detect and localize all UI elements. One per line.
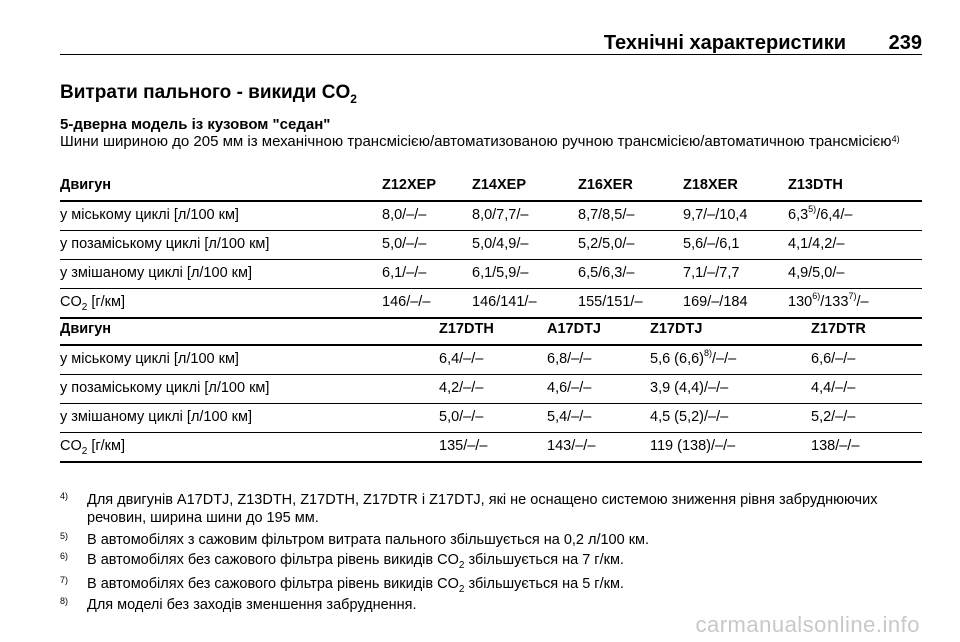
table-cell: [811, 438, 859, 454]
column-header-model: A17DTJ: [547, 321, 601, 337]
cell-value: 7,1/–/7,7: [683, 265, 740, 281]
row-label: [60, 409, 252, 425]
column-header-model: Z12XEP: [382, 177, 436, 193]
table-row: [60, 202, 922, 231]
cell-value: 5,0/–/–: [382, 236, 427, 252]
column-header-engine: Двигун: [60, 321, 112, 337]
footnote-body: Для моделі без заходів зменшення забруднення.: [87, 597, 417, 613]
row-label-text: у позаміському циклі [л/100 км]: [60, 236, 270, 252]
column-header-model: Z16XER: [578, 177, 633, 193]
cell-value: 4,1/4,2/–: [788, 236, 845, 252]
page-number: 239: [888, 32, 922, 54]
column-header-model: Z17DTJ: [650, 321, 703, 337]
table-cell: [472, 236, 528, 252]
intro-body: Шини шириною до 205 мм із механічною трансмісією/автоматизованою ручною трансмісією/автоматичною трансмісією: [60, 133, 892, 150]
footnote-body: В автомобілях без сажового фільтра рівень викидів CO: [87, 552, 459, 568]
row-label-text: у позаміському циклі [л/100 км]: [60, 380, 270, 396]
table-cell: [811, 351, 855, 367]
footnote: [60, 531, 920, 549]
row-label-text: у міському циклі [л/100 км]: [60, 207, 239, 223]
table-cell: [439, 409, 483, 425]
section-title: Технічні характеристики: [603, 32, 846, 54]
cell-value: 135/–/–: [439, 438, 488, 454]
cell-value: 3,9 (4,4)/–/–: [650, 380, 729, 396]
table-row: [60, 260, 922, 289]
cell-value: 8,7/8,5/–: [578, 207, 635, 223]
table-cell: [472, 207, 528, 223]
intro-text: [60, 133, 920, 151]
footnote-body: В автомобілях без сажового фільтра рівень викидів CO: [87, 576, 459, 592]
table-cell: [578, 207, 634, 223]
cell-value: 119 (138)/–/–: [650, 438, 736, 454]
cell-value: 5,4/–/–: [547, 409, 592, 425]
intro-note-ref: 4): [891, 134, 900, 144]
table-header-row: [60, 172, 922, 202]
cell-value: 5,2/5,0/–: [578, 236, 635, 252]
table-cell: [650, 409, 728, 425]
heading-subscript: 2: [350, 91, 357, 106]
table-cell: [382, 265, 426, 281]
cell-value: 4,4/–/–: [811, 380, 856, 396]
cell-value-rest: /–: [856, 294, 869, 310]
footnote-ref: 7): [848, 291, 857, 301]
table-row: [60, 289, 922, 319]
table-cell: [439, 438, 487, 454]
cell-value: 146/–/–: [382, 294, 431, 310]
table-cell: [547, 409, 591, 425]
heading-text: Витрати пального - викиди CO: [60, 82, 351, 103]
table-cell: [382, 236, 426, 252]
cell-value: 6,4/–/–: [439, 351, 484, 367]
consumption-table-1: [60, 172, 922, 319]
row-label-text: CO: [60, 438, 82, 454]
cell-value: 4,6/–/–: [547, 380, 592, 396]
cell-value: 8,0/7,7/–: [472, 207, 529, 223]
footnote-mark: 5): [60, 531, 69, 541]
cell-value: 4,2/–/–: [439, 380, 484, 396]
footnote-subscript: 2: [458, 583, 465, 595]
cell-value: 5,0/4,9/–: [472, 236, 529, 252]
row-label-subscript: 2: [81, 445, 88, 457]
footnote-ref: 8): [704, 348, 713, 358]
row-label: [60, 351, 239, 367]
footnote-body: В автомобілях з сажовим фільтром витрата пального збільшується на 0,2 л/100 км.: [87, 532, 650, 548]
cell-value: 5,2/–/–: [811, 409, 856, 425]
footnote: [60, 491, 920, 527]
cell-value: 155/151/–: [578, 294, 643, 310]
table-cell: [382, 207, 426, 223]
footnote-text: [87, 531, 920, 549]
table-cell: [472, 294, 537, 310]
row-label-text: у змішаному циклі [л/100 км]: [60, 265, 252, 281]
cell-value: 130: [788, 294, 813, 310]
cell-value: 6,8/–/–: [547, 351, 592, 367]
table-cell: [439, 351, 483, 367]
table-cell: [650, 380, 728, 396]
table-cell: [382, 294, 430, 310]
cell-value: 143/–/–: [547, 438, 596, 454]
footnote-body-rest: збільшується на 5 г/км.: [464, 576, 624, 592]
cell-value: 5,6/–/6,1: [683, 236, 740, 252]
column-header-engine: Двигун: [60, 177, 112, 193]
footnote-subscript: 2: [458, 559, 465, 571]
cell-value: 5,6 (6,6): [650, 351, 704, 367]
cell-value-rest: /–/–: [712, 351, 737, 367]
table-cell: [788, 204, 853, 223]
footnote-body-rest: збільшується на 7 г/км.: [464, 552, 624, 568]
table-cell: [788, 236, 844, 252]
table-row: [60, 433, 922, 463]
footnote-text: [87, 491, 920, 527]
row-label: [60, 207, 239, 223]
cell-value: 6,3: [788, 207, 809, 223]
table-cell: [788, 291, 869, 310]
cell-value: 5,0/–/–: [439, 409, 484, 425]
table-cell: [578, 236, 634, 252]
cell-value: 9,7/–/10,4: [683, 207, 748, 223]
footnote-mark: 4): [60, 491, 69, 501]
row-label-subscript: 2: [81, 301, 88, 313]
table-row: [60, 404, 922, 433]
table-cell: [547, 380, 591, 396]
row-label-text: у змішаному циклі [л/100 км]: [60, 409, 252, 425]
footnote-ref: 5): [808, 204, 817, 214]
footnote-mark: 6): [60, 551, 69, 561]
row-label-unit: [г/км]: [87, 294, 126, 310]
table-cell: [788, 265, 844, 281]
footnote-ref: 6): [812, 291, 821, 301]
column-header-model: Z13DTH: [788, 177, 843, 193]
subheading: 5-дверна модель із кузовом "седан": [60, 116, 331, 133]
page-header: [60, 14, 922, 55]
table-cell: [578, 294, 643, 310]
cell-value: 6,5/6,3/–: [578, 265, 635, 281]
row-label: [60, 438, 125, 457]
row-label-text: CO: [60, 294, 82, 310]
cell-value: 8,0/–/–: [382, 207, 427, 223]
column-header-model: Z14XEP: [472, 177, 526, 193]
table-cell: [547, 438, 595, 454]
cell-value: 6,1/–/–: [382, 265, 427, 281]
table-cell: [811, 380, 855, 396]
table-cell: [650, 348, 737, 367]
table-row: [60, 231, 922, 260]
cell-value: 169/–/184: [683, 294, 748, 310]
footnote-body: Для двигунів A17DTJ, Z13DTH, Z17DTH, Z17DTR і Z17DTJ, які не оснащено системою зниження рівня забруднюючих речовин, ширина шини до 195 мм.: [87, 492, 878, 526]
table-row: [60, 375, 922, 404]
table-cell: [650, 438, 735, 454]
column-header-model: Z17DTR: [811, 321, 866, 337]
row-label: [60, 380, 269, 396]
table-cell: [439, 380, 483, 396]
table-cell: [811, 409, 855, 425]
row-label-text: у міському циклі [л/100 км]: [60, 351, 239, 367]
cell-value-rest: /6,4/–: [816, 207, 853, 223]
cell-value: 6,6/–/–: [811, 351, 856, 367]
cell-value-rest: /133: [820, 294, 849, 310]
page-heading: [60, 82, 357, 106]
table-cell: [472, 265, 528, 281]
watermark: carmanualsonline.info: [695, 612, 920, 637]
table-cell: [683, 265, 739, 281]
consumption-table-2: [60, 316, 922, 463]
table-cell: [683, 207, 748, 223]
column-header-model: Z17DTH: [439, 321, 494, 337]
cell-value: 4,5 (5,2)/–/–: [650, 409, 729, 425]
column-header-model: Z18XER: [683, 177, 738, 193]
cell-value: 4,9/5,0/–: [788, 265, 845, 281]
footnote-mark: 7): [60, 575, 69, 585]
table-header-row: [60, 316, 922, 346]
footnote-mark: 8): [60, 596, 69, 606]
footnote-text: [87, 551, 920, 575]
cell-value: 6,1/5,9/–: [472, 265, 529, 281]
cell-value: 146/141/–: [472, 294, 537, 310]
table-cell: [683, 294, 748, 310]
table-cell: [547, 351, 591, 367]
table-cell: [683, 236, 739, 252]
footnote: [60, 551, 920, 575]
row-label-unit: [г/км]: [87, 438, 126, 454]
cell-value: 138/–/–: [811, 438, 860, 454]
row-label: [60, 236, 269, 252]
row-label: [60, 265, 252, 281]
row-label: [60, 294, 125, 313]
table-cell: [578, 265, 634, 281]
table-row: [60, 346, 922, 375]
